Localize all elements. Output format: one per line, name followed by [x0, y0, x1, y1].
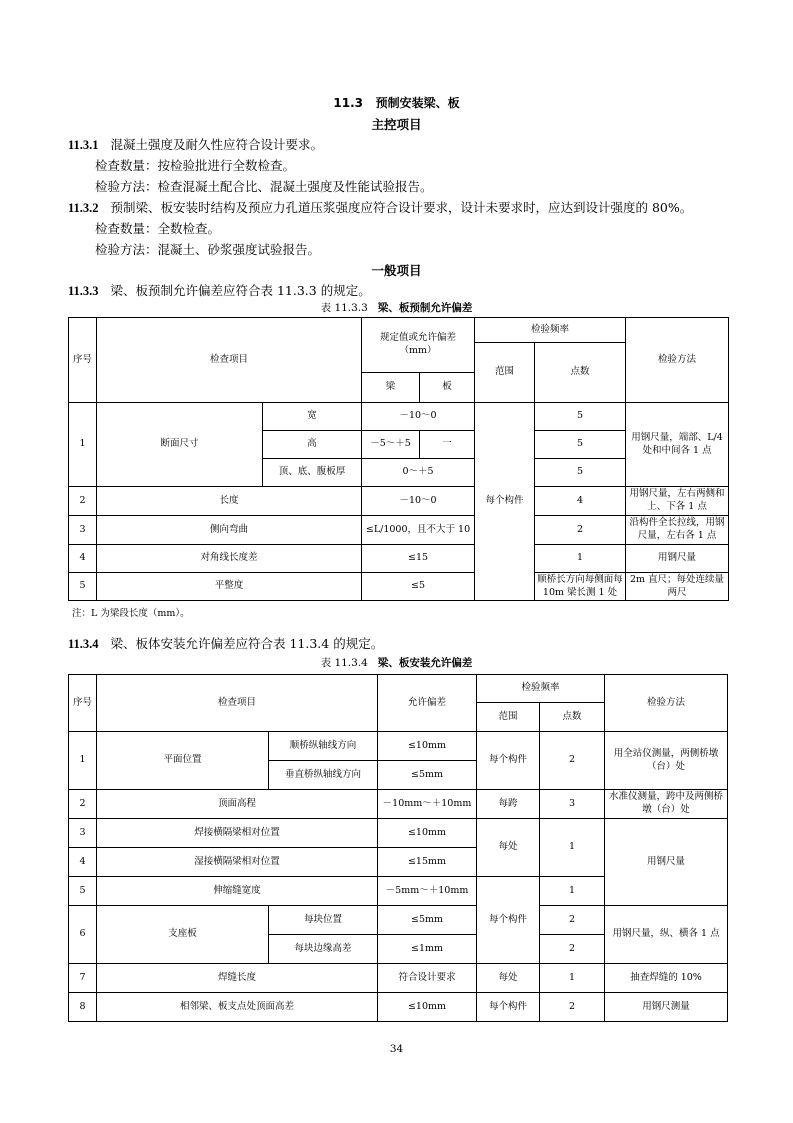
cell-points: 4: [535, 487, 626, 516]
cell-item: 支座板: [97, 906, 269, 964]
header-beam: 梁: [362, 373, 420, 403]
cell-range: 每跨: [477, 790, 540, 819]
cell-method: 用钢尺量，纵、横各 1 点: [605, 906, 728, 964]
clause-text: 预制梁、板安装时结构及预应力孔道压浆强度应符合设计要求，设计未要求时，应达到设计强度的 80%。: [110, 200, 693, 215]
cell-seq: 2: [69, 790, 97, 819]
table-row: [69, 993, 728, 1022]
cell-subitem: 垂直桥纵轴线方向: [269, 761, 378, 790]
table-row: [69, 732, 728, 761]
cell-subitem: 每块边缘高差: [269, 935, 378, 964]
cell-range: 每个构件: [477, 732, 540, 790]
clause-11-3-3: [68, 281, 371, 299]
section-title: [0, 94, 793, 111]
clause-11-3-1-qty: 检查数量：按检验批进行全数检查。: [95, 158, 296, 173]
cell-subitem: 宽: [263, 403, 362, 431]
cell-value: ≤10mm: [378, 993, 477, 1022]
page-number: 34: [389, 1043, 404, 1055]
cell-subitem: 高: [263, 431, 362, 459]
cell-value: ≤1mm: [378, 935, 477, 964]
cell-method: 用钢尺量: [605, 819, 728, 906]
cell-seq: 3: [69, 819, 97, 848]
clause-number: 11.3.4: [68, 637, 99, 651]
clause-11-3-2: [68, 198, 692, 216]
cell-subitem: 每块位置: [269, 906, 378, 935]
header-slab: 板: [420, 373, 475, 403]
table-11-3-4-caption: [0, 655, 793, 670]
header-points: 点数: [535, 343, 626, 403]
cell-points: 2: [540, 993, 605, 1022]
cell-range: 每个构件: [477, 877, 540, 964]
cell-item: 焊缝长度: [97, 964, 378, 993]
table-row: [69, 403, 729, 431]
table-row: [69, 573, 729, 601]
table-caption-title: 梁、板预制允许偏差: [377, 302, 473, 314]
header-freq: 检验频率: [477, 675, 605, 703]
cell-value: －5mm～＋10mm: [378, 877, 477, 906]
header-range: 范围: [475, 343, 535, 403]
clause-number: 11.3.2: [68, 201, 99, 215]
header-method: 检验方法: [605, 675, 728, 732]
section-number: 11.3: [333, 96, 364, 110]
cell-points: 1: [535, 545, 626, 573]
cell-points: 5: [535, 403, 626, 431]
cell-points: 2: [540, 935, 605, 964]
cell-seq: 1: [69, 403, 97, 487]
cell-seq: 1: [69, 732, 97, 790]
section-name: 预制安装梁、板: [375, 96, 460, 110]
cell-value: －5～＋5: [362, 431, 420, 459]
table-row: [69, 487, 729, 516]
table-row: [69, 906, 728, 935]
main-items-heading: 主控项目: [371, 117, 422, 132]
table-caption-title: 梁、板安装允许偏差: [377, 657, 473, 669]
header-freq: 检验频率: [475, 318, 626, 343]
table-11-3-3: [68, 317, 729, 601]
header-allow: 规定值或允许偏差（mm）: [362, 318, 475, 373]
cell-item: 长度: [97, 487, 362, 516]
header-seq: 序号: [69, 675, 97, 732]
clause-text: 混凝土强度及耐久性应符合设计要求。: [110, 137, 323, 152]
cell-method: 用钢尺量，端部、L/4 处和中间各 1 点: [626, 403, 729, 487]
cell-value: ≤L/1000，且不大于 10: [362, 516, 475, 545]
table-11-3-4: [68, 674, 728, 1022]
cell-points: 2: [540, 732, 605, 790]
cell-method: 用钢尺量: [626, 545, 729, 573]
cell-points: 5: [535, 459, 626, 487]
header-points: 点数: [540, 703, 605, 732]
general-items-heading: 一般项目: [371, 263, 422, 278]
header-allow: 允许偏差: [378, 675, 477, 732]
cell-item: 顶面高程: [97, 790, 378, 819]
cell-points: 1: [540, 964, 605, 993]
cell-subitem: 顶、底、腹板厚: [263, 459, 362, 487]
cell-value: ≤5: [362, 573, 475, 601]
clause-11-3-2-qty: 检查数量：全数检查。: [95, 221, 221, 236]
cell-seq: 3: [69, 516, 97, 545]
cell-value: 符合设计要求: [378, 964, 477, 993]
cell-item: 焊接横隔梁相对位置: [97, 819, 378, 848]
cell-seq: 5: [69, 877, 97, 906]
cell-method: 沿构件全长拉线，用钢尺量，左右各 1 点: [626, 516, 729, 545]
table-row: [69, 819, 728, 848]
cell-range: 每处: [477, 819, 540, 877]
cell-subitem: 顺桥纵轴线方向: [269, 732, 378, 761]
cell-seq: 4: [69, 545, 97, 573]
cell-points: 5: [535, 431, 626, 459]
table-11-3-3-caption: [0, 300, 793, 315]
cell-item: 对角线长度差: [97, 545, 362, 573]
clause-11-3-1: [68, 135, 323, 153]
cell-range: 每个构件: [475, 403, 535, 601]
cell-points: 1: [540, 877, 605, 906]
clause-11-3-2-method: 检验方法：混凝土、砂浆强度试验报告。: [95, 242, 321, 257]
clause-number: 11.3.3: [68, 284, 99, 298]
clause-11-3-1-method: 检验方法：检查混凝土配合比、混凝土强度及性能试验报告。: [95, 179, 433, 194]
cell-seq: 5: [69, 573, 97, 601]
table-note: 注：L 为梁段长度（mm）。: [72, 608, 190, 619]
table-caption-number: 表 11.3.3: [320, 302, 368, 314]
cell-method: 用钢尺量，左右两侧和上、下各 1 点: [626, 487, 729, 516]
cell-item: 相邻梁、板支点处顶面高差: [97, 993, 378, 1022]
cell-points: 顺桥长方向每侧面每 10m 梁长测 1 处: [535, 573, 626, 601]
cell-seq: 7: [69, 964, 97, 993]
header-method: 检验方法: [626, 318, 729, 403]
cell-item: 平整度: [97, 573, 362, 601]
cell-seq: 4: [69, 848, 97, 877]
cell-value: ≤15: [362, 545, 475, 573]
cell-item: 伸缩缝宽度: [97, 877, 378, 906]
table-row: [69, 516, 729, 545]
cell-seq: 2: [69, 487, 97, 516]
cell-range: 每个构件: [477, 993, 540, 1022]
cell-value: ≤10mm: [378, 819, 477, 848]
cell-points: 2: [535, 516, 626, 545]
cell-method: 用全站仪测量，两侧桥墩（台）处: [605, 732, 728, 790]
cell-value: ≤10mm: [378, 732, 477, 761]
header-item: 检查项目: [97, 318, 362, 403]
cell-value: －10～0: [362, 403, 475, 431]
cell-item: 平面位置: [97, 732, 269, 790]
cell-item: 湿接横隔梁相对位置: [97, 848, 378, 877]
clause-number: 11.3.1: [68, 138, 99, 152]
cell-value: －10～0: [362, 487, 475, 516]
cell-range: 每处: [477, 964, 540, 993]
table-row: [69, 545, 729, 573]
cell-value: ≤5mm: [378, 761, 477, 790]
cell-item: 断面尺寸: [97, 403, 263, 487]
cell-seq: 6: [69, 906, 97, 964]
cell-points: 1: [540, 819, 605, 877]
table-caption-number: 表 11.3.4: [320, 657, 368, 669]
clause-text: 梁、板体安装允许偏差应符合表 11.3.4 的规定。: [110, 636, 384, 651]
cell-value: ≤15mm: [378, 848, 477, 877]
cell-seq: 8: [69, 993, 97, 1022]
cell-value: －10mm～＋10mm: [378, 790, 477, 819]
cell-item: 侧向弯曲: [97, 516, 362, 545]
cell-method: 抽查焊缝的 10%: [605, 964, 728, 993]
cell-method: 水准仪测量，跨中及两侧桥墩（台）处: [605, 790, 728, 819]
header-range: 范围: [477, 703, 540, 732]
cell-points: 2: [540, 906, 605, 935]
cell-points: 3: [540, 790, 605, 819]
header-seq: 序号: [69, 318, 97, 403]
cell-method: 2m 直尺；每处连续量两尺: [626, 573, 729, 601]
cell-value: 0～＋5: [362, 459, 475, 487]
cell-method: 用钢尺测量: [605, 993, 728, 1022]
table-row: [69, 964, 728, 993]
clause-text: 梁、板预制允许偏差应符合表 11.3.3 的规定。: [110, 283, 371, 298]
cell-value: 一: [420, 431, 475, 459]
header-item: 检查项目: [97, 675, 378, 732]
cell-value: ≤5mm: [378, 906, 477, 935]
table-row: [69, 790, 728, 819]
clause-11-3-4: [68, 634, 383, 652]
